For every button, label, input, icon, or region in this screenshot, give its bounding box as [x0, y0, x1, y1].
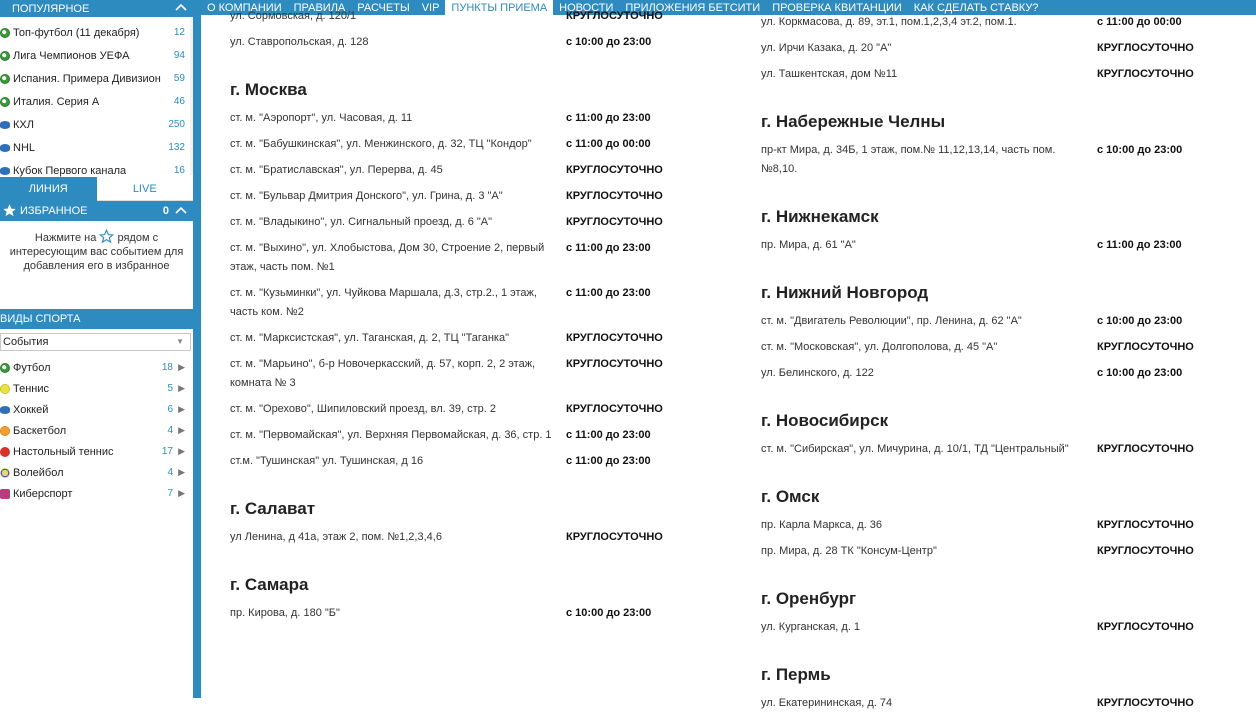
popular-item-label: Лига Чемпионов УЕФА [13, 49, 130, 62]
pickup-point-address: пр. Мира, д. 61 "А" [761, 239, 856, 251]
city-heading: г. Нижнекамск [761, 207, 879, 226]
chevron-right-icon[interactable]: ▶ [178, 404, 185, 414]
pickup-point-hours: КРУГЛОСУТОЧНО [566, 190, 663, 202]
favorites-header[interactable] [0, 201, 193, 221]
pickup-point-address: ст. м. "Бабушкинская", ул. Менжинского, д. 32, ТЦ "Кондор" [230, 138, 532, 150]
pickup-point-address: ст. м. "Бульвар Дмитрия Донского", ул. Грина, д. 3 "А" [230, 190, 503, 202]
football-icon [0, 363, 10, 373]
pickup-point-hours: с 11:00 до 00:00 [1097, 16, 1182, 28]
pickup-point-row [761, 615, 1231, 641]
sport-item-label: Хоккей [13, 403, 49, 416]
popular-item-label: Италия. Серия А [13, 95, 100, 108]
pickup-point-hours: с 10:00 до 23:00 [1097, 367, 1183, 379]
favorites-hint-after: рядом с интересующим вас событием для добавления его в избранное [9, 232, 184, 272]
pickup-point-row [761, 437, 1231, 463]
esports-icon [0, 489, 10, 499]
pickup-point-hours: КРУГЛОСУТОЧНО [1097, 621, 1194, 633]
pickup-point-row [230, 184, 700, 210]
pickup-point-row [230, 352, 700, 397]
hockey-icon [0, 121, 10, 129]
pickup-point-row [230, 525, 700, 551]
basketball-icon [0, 426, 10, 436]
popular-item[interactable] [0, 90, 193, 113]
pickup-point-hours: с 11:00 до 23:00 [566, 242, 651, 254]
pickup-point-row [230, 30, 700, 56]
pickup-point-row [230, 601, 700, 627]
nav-item[interactable]: РАСЧЕТЫ [357, 1, 410, 14]
football-icon [0, 28, 10, 38]
pickup-point-hours: с 10:00 до 23:00 [1097, 144, 1183, 156]
sport-item[interactable] [0, 483, 193, 504]
chevron-down-icon: ▼ [176, 337, 184, 346]
events-select-value: События [3, 336, 49, 348]
tennis-icon [0, 384, 10, 394]
pickup-point-address: ст. м. "Марксистская", ул. Таганская, д. 2, ТЦ "Таганка" [230, 332, 509, 344]
popular-item-label: КХЛ [13, 118, 34, 131]
pickup-point-hours: с 10:00 до 23:00 [566, 607, 652, 619]
city-heading: г. Самара [230, 575, 309, 594]
star-icon [2, 203, 17, 218]
nav-item[interactable]: VIP [421, 1, 440, 14]
star-outline-icon [99, 229, 114, 244]
pickup-point-address: ул. Ставропольская, д. 128 [230, 36, 369, 48]
city-heading: г. Салават [230, 499, 316, 518]
hockey-icon [0, 167, 10, 175]
pickup-point-address: ул Ленина, д 41а, этаж 2, пом. №1,2,3,4,6 [230, 531, 442, 543]
pickup-point-row [230, 236, 700, 281]
pickup-point-row [761, 62, 1231, 88]
popular-item[interactable] [0, 21, 193, 44]
sport-item-label: Теннис [13, 382, 50, 395]
popular-item-label: Топ-футбол (11 декабря) [13, 26, 140, 39]
pickup-point-address: ст. м. "Сибирская", ул. Мичурина, д. 10/1, ТД "Центральный" [761, 443, 1069, 455]
pickup-point-hours: КРУГЛОСУТОЧНО [1097, 42, 1194, 54]
pickup-point-address: ст. м. "Орехово", Шипиловский проезд, вл. 39, стр. 2 [230, 403, 497, 415]
pickup-point-address: ул. Ташкентская, дом №11 [761, 68, 898, 80]
football-icon [0, 97, 10, 107]
sport-item-label: Баскетбол [13, 424, 67, 437]
volleyball-icon [0, 468, 10, 478]
sport-item-count: 4 [167, 425, 173, 436]
city-heading: г. Пермь [761, 665, 831, 684]
pickup-point-address: ст. м. "Аэропорт", ул. Часовая, д. 11 [230, 112, 413, 124]
pickup-point-address: ст. м. "Двигатель Революции", пр. Ленина, д. 62 "А" [761, 315, 1022, 327]
pickup-point-row [230, 397, 700, 423]
sports-title: ВИДЫ СПОРТА [0, 313, 81, 325]
pickup-point-hours: КРУГЛОСУТОЧНО [566, 332, 663, 344]
pickup-point-hours: КРУГЛОСУТОЧНО [1097, 519, 1194, 531]
pickup-point-row [761, 539, 1231, 565]
pickup-point-hours: КРУГЛОСУТОЧНО [1097, 545, 1194, 557]
pickup-point-address: пр. Мира, д. 28 ТК "Консум-Центр" [761, 545, 937, 557]
popular-item-label: Испания. Примера Дивизион [13, 72, 161, 85]
pickup-point-row [761, 335, 1231, 361]
chevron-right-icon[interactable]: ▶ [178, 467, 185, 477]
nav-item[interactable]: ПУНКТЫ ПРИЕМА [445, 0, 553, 15]
popular-item-count: 12 [173, 27, 185, 38]
sport-item-count: 4 [167, 467, 173, 478]
nav-item[interactable]: ПРОВЕРКА КВИТАНЦИИ [772, 1, 902, 14]
city-heading: г. Нижний Новгород [761, 283, 929, 302]
pickup-point-hours: с 11:00 до 00:00 [566, 138, 651, 150]
pickup-point-row [230, 423, 700, 449]
sport-item[interactable] [0, 441, 193, 462]
popular-item-count: 46 [173, 96, 185, 107]
pickup-point-address: ст. м. "Кузьминки", ул. Чуйкова Маршала, д.3, стр.2., 1 этаж, часть ком. №2 [230, 287, 537, 318]
pickup-point-address: ул. Белинского, д. 122 [761, 367, 874, 379]
city-heading: г. Оренбург [761, 589, 857, 608]
chevron-right-icon[interactable]: ▶ [178, 362, 185, 372]
sport-item-count: 5 [167, 383, 173, 394]
popular-item-count: 59 [173, 73, 185, 84]
pickup-point-address: ст. м. "Братиславская", ул. Перерва, д. 45 [230, 164, 443, 176]
popular-item-count: 94 [173, 50, 185, 61]
tab-line[interactable]: ЛИНИЯ [0, 177, 97, 201]
sport-item-label: Киберспорт [13, 487, 73, 500]
pickup-point-row [761, 13, 1231, 36]
chevron-right-icon[interactable]: ▶ [178, 425, 185, 435]
pickup-point-row [230, 158, 700, 184]
chevron-up-icon[interactable] [174, 204, 188, 218]
pickup-point-hours: с 10:00 до 23:00 [1097, 315, 1183, 327]
pickup-point-row [230, 210, 700, 236]
pickup-point-hours: КРУГЛОСУТОЧНО [1097, 697, 1194, 709]
pickup-point-address: ст. м. "Владыкино", ул. Сигнальный проезд, д. 6 "А" [230, 216, 493, 228]
sport-item-count: 6 [167, 404, 173, 415]
sport-item-count: 7 [167, 488, 173, 499]
pickup-point-address: ул. Екатерининская, д. 74 [761, 697, 893, 709]
pickup-point-hours: КРУГЛОСУТОЧНО [566, 531, 663, 543]
pickup-point-row [761, 513, 1231, 539]
nav-item[interactable]: НОВОСТИ [559, 1, 614, 14]
pickup-point-hours: КРУГЛОСУТОЧНО [1097, 443, 1194, 455]
city-heading: г. Москва [230, 80, 307, 99]
pickup-point-hours: КРУГЛОСУТОЧНО [566, 403, 663, 415]
pickup-point-hours: с 11:00 до 23:00 [1097, 239, 1182, 251]
popular-item-count: 132 [168, 142, 185, 153]
favorites-count: 0 [162, 205, 169, 217]
sport-item[interactable] [0, 462, 193, 483]
sports-header [0, 309, 193, 329]
pickup-point-row [230, 7, 700, 30]
pickup-point-address: пр-кт Мира, д. 34Б, 1 этаж, пом.№ 11,12,13,14, часть пом. №8,10. [761, 144, 1056, 175]
pickup-point-address: пр. Карла Маркса, д. 36 [761, 519, 882, 531]
favorites-title: ИЗБРАННОЕ [20, 205, 88, 217]
pickup-point-hours: КРУГЛОСУТОЧНО [566, 216, 663, 228]
pickup-point-hours: КРУГЛОСУТОЧНО [1097, 341, 1194, 353]
pickup-point-address: ул. Коркмасова, д. 89, эт.1, пом.1,2,3,4 эт.2, пом.1. [761, 16, 1017, 28]
popular-item-count: 16 [173, 165, 185, 176]
football-icon [0, 51, 10, 61]
popular-item-count: 250 [168, 119, 185, 130]
pickup-point-row [230, 281, 700, 326]
nav-item[interactable]: КАК СДЕЛАТЬ СТАВКУ? [913, 1, 1039, 14]
popular-header[interactable] [0, 0, 193, 17]
sport-item-label: Настольный теннис [13, 445, 114, 458]
sport-item-count: 18 [161, 362, 173, 373]
popular-item-label: Кубок Первого канала [13, 164, 127, 177]
right-column [761, 13, 1231, 717]
sports-list [0, 357, 193, 504]
favorites-hint [0, 221, 193, 309]
pickup-point-row [761, 233, 1231, 259]
city-heading: г. Новосибирск [761, 411, 889, 430]
pickup-point-address: ул. Ирчи Казака, д. 20 "А" [761, 42, 892, 54]
pickup-point-hours: с 11:00 до 23:00 [566, 112, 651, 124]
pickup-point-row [761, 361, 1231, 387]
pickup-point-address: ст.м. "Тушинская" ул. Тушинская, д 16 [230, 455, 424, 467]
pickup-point-row [761, 309, 1231, 335]
events-select[interactable] [0, 333, 191, 351]
pickup-point-hours: КРУГЛОСУТОЧНО [1097, 68, 1194, 80]
sidebar [0, 0, 193, 698]
nav-item[interactable]: ПРИЛОЖЕНИЯ БЕТСИТИ [625, 1, 761, 14]
sport-item[interactable] [0, 399, 193, 420]
popular-item[interactable] [0, 113, 193, 136]
pickup-point-row [761, 691, 1231, 717]
popular-list [0, 17, 193, 175]
chevron-right-icon[interactable]: ▶ [178, 488, 185, 498]
popular-item[interactable] [0, 67, 193, 90]
chevron-right-icon[interactable]: ▶ [178, 446, 185, 456]
nav-item[interactable]: ПРАВИЛА [293, 1, 346, 14]
pickup-point-address: ст. м. "Первомайская", ул. Верхняя Первомайская, д. 36, стр. 1 [230, 429, 552, 441]
pickup-point-address: пр. Кирова, д. 180 "Б" [230, 607, 340, 619]
pickup-point-row [230, 132, 700, 158]
city-heading: г. Набережные Челны [761, 112, 946, 131]
sport-item[interactable] [0, 420, 193, 441]
pickup-point-hours: с 11:00 до 23:00 [566, 429, 651, 441]
pickup-point-address: ст. м. "Московская", ул. Долгополова, д. 45 "А" [761, 341, 998, 353]
pickup-point-hours: с 10:00 до 23:00 [566, 36, 652, 48]
sport-item-label: Футбол [13, 361, 51, 374]
pickup-point-row [230, 106, 700, 132]
pickup-point-hours: КРУГЛОСУТОЧНО [566, 358, 663, 370]
sidebar-divider [193, 0, 201, 698]
pickup-point-row [761, 138, 1231, 183]
pickup-point-hours: с 11:00 до 23:00 [566, 455, 651, 467]
pickup-point-address: ул. Курганская, д. 1 [761, 621, 861, 633]
pickup-point-hours: КРУГЛОСУТОЧНО [566, 10, 663, 22]
popular-item-label: NHL [13, 141, 36, 154]
hockey-icon [0, 406, 10, 414]
pickup-points-content [201, 10, 1256, 709]
left-column [230, 7, 700, 627]
pickup-point-row [761, 36, 1231, 62]
hockey-icon [0, 144, 10, 152]
sport-item-label: Волейбол [13, 466, 64, 479]
favorites-hint-before: Нажмите на [34, 232, 97, 244]
popular-item[interactable] [0, 159, 193, 182]
pickup-point-hours: КРУГЛОСУТОЧНО [566, 164, 663, 176]
chevron-right-icon[interactable]: ▶ [178, 383, 185, 393]
pickup-point-address: ст. м. "Выхино", ул. Хлобыстова, Дом 30, Строение 2, первый этаж, часть пом. №1 [230, 242, 545, 273]
pickup-point-row [230, 326, 700, 352]
pickup-point-address: ст. м. "Марьино", б-р Новочеркасский, д. 57, корп. 2, 2 этаж, комната № 3 [230, 358, 536, 389]
city-heading: г. Омск [761, 487, 820, 506]
popular-item[interactable] [0, 136, 193, 159]
nav-item[interactable]: О КОМПАНИИ [207, 1, 282, 14]
sport-item[interactable] [0, 378, 193, 399]
football-icon [0, 74, 10, 84]
pickup-point-row [230, 449, 700, 475]
table-tennis-icon [0, 447, 10, 457]
chevron-up-icon[interactable] [174, 1, 188, 15]
popular-title: ПОПУЛЯРНОЕ [12, 2, 90, 15]
pickup-point-hours: с 11:00 до 23:00 [566, 287, 651, 299]
sport-item-count: 17 [161, 446, 173, 457]
tab-live[interactable]: LIVE [97, 177, 194, 201]
sport-item[interactable] [0, 357, 193, 378]
popular-item[interactable] [0, 44, 193, 67]
pickup-point-address: ул. Сормовская, д. 120/1 [230, 10, 357, 22]
